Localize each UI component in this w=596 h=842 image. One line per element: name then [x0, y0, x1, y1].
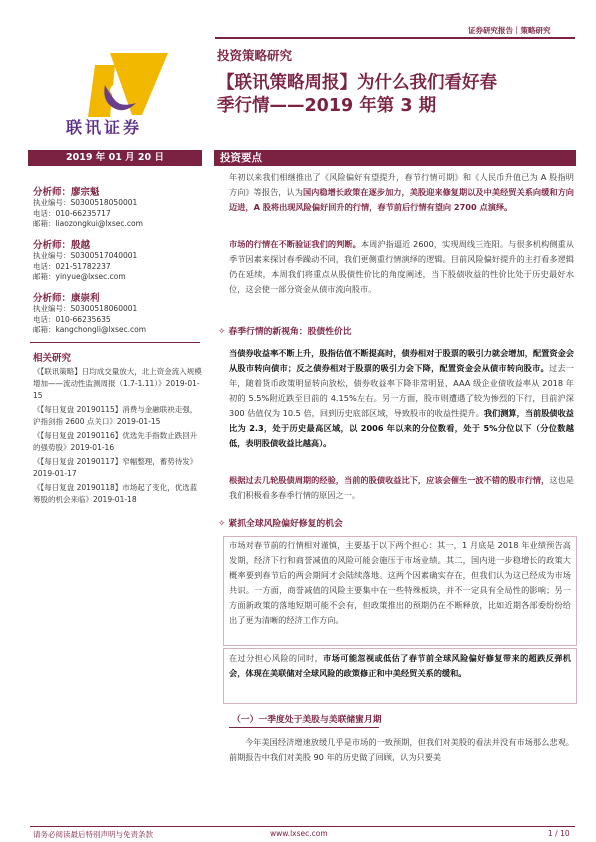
footer-website[interactable]: www.lxsec.com — [270, 829, 328, 838]
paragraph-us-economy: 今年美国经济增速放缓几乎是市场的一致预期，但我们对美股的看法并没有市场那么悲观。前期报告中我们对美股 90 年的历史做了回顾，认为只要美 — [229, 737, 574, 762]
report-type-tag: 证券研究报告｜策略研究 — [468, 26, 551, 35]
analyst-name: 分析师：康崇利 — [33, 293, 100, 304]
opportunity-bold: 市场可能忽视或低估了春节前全球风险偏好修复带来的超跌反弹机会，体现在美联储对全球风险的政策修正和中美经贸关系的缓和。 — [229, 653, 571, 678]
stock-bond-conclusion: 我们测算，当前股债收益比为 2.3，处于历史最高区域，以 2006 年以来的分位数看，处于 5%分位以下（分位数越低，表明股债收益比越高）。 — [229, 408, 574, 448]
intro-text: 年初以来我们相继推出了《风险偏好有望提升，春节行情可期》和《人民币升值已为 A 股指明方向》等报告，认为 — [229, 172, 574, 197]
paragraph-opportunity — [229, 651, 571, 681]
subsection-rule — [229, 727, 379, 728]
analyst-name: 分析师：殷越 — [33, 240, 91, 251]
validation-text: 本周沪指逼近 2600，实现周线三连阳。与很多机构侧重从季节因素来探讨春季躁动不同，我们更侧重行情演绎的逻辑。目前风险偏好提升的主打看多逻辑仍在延续，本周我们将重点从股债性价比的角度阐述，当下股债收益的性价比处于历史最好水位，这会使一部分资金从债市流向股市。 — [229, 239, 574, 294]
analyst-license: 执业编号：S0300518060001 — [33, 304, 138, 313]
key-points-bar — [214, 150, 576, 166]
footer-disclaimer: 请务必阅读最后特别声明与免责条款 — [33, 830, 153, 839]
title-line-2: 季行情——2019 年第 3 期 — [217, 96, 437, 116]
analyst-phone: 电话：010-66235717 — [33, 208, 111, 218]
page-number: 1 / 10 — [548, 829, 570, 838]
analyst-license: 执业编号：S0300517040001 — [33, 251, 138, 260]
paragraph-history — [229, 473, 574, 503]
intro-highlight: 国内稳增长政策在逐步加力，美股迎来修复期以及中美经贸关系向缓和方向迈进，A 股将出现风险偏好回升的行情，春节前后行情有望向 2700 点演绎。 — [229, 187, 574, 212]
report-title — [217, 72, 582, 118]
title-line-1: 【联讯策略周报】为什么我们看好春 — [217, 73, 497, 93]
section-heading-risk-appetite: ✧ 紧抓全球风险偏好修复的机会 — [218, 519, 343, 529]
header-rule — [215, 37, 575, 39]
analyst-email[interactable]: 邮箱：liaozongkui@lxsec.com — [33, 219, 143, 228]
paragraph-stock-bond — [229, 346, 574, 451]
validation-highlight: 市场的行情在不断验证我们的判断。 — [229, 239, 361, 249]
opportunity-text: 在过分担心风险的同时， — [229, 653, 324, 663]
related-research-list — [33, 366, 203, 506]
history-text: 这也是我们积极看多春季行情的原因之一。 — [229, 475, 574, 500]
analyst-block-1 — [33, 184, 203, 230]
related-item[interactable]: 《【每日复盘 20190117】窄幅整理，蓄势待发》2019-01-17 — [33, 457, 198, 478]
analyst-license: 执业编号：S0300518050001 — [33, 198, 138, 207]
subsection-heading: （一）一季度处于美股与美联储蜜月期 — [232, 715, 382, 725]
paragraph-concerns: 市场对春节前的行情相对谨慎，主要基于以下两个担心：其一，1 月底是 2018 年业绩预告高发期，经济下行和商誉减值的风险可能会施压于市场业绩。其二，国内进一步稳增长的政策大概率要到春节后的两会期间才会陆续落地。这两个因素确实存在，但我们认为这已经成为市场共识。一方面，商誉减值的风险主要集中在一些特殊板块，并不一定具有全局性的影响；另一方面新政策的落地短期可能不会有，但政策推出的预期仍在不断释放，比如近期各部委纷纷给出了更为清晰的经济工作方向。 — [229, 540, 571, 625]
company-logo — [60, 45, 200, 145]
analyst-block-2 — [33, 237, 203, 283]
paragraph-market-validation — [229, 237, 574, 297]
report-series: 投资策略研究 — [217, 48, 293, 63]
report-date: 2019 年 01 月 20 日 — [28, 150, 202, 166]
related-divider — [30, 342, 200, 343]
paragraph-intro — [229, 170, 574, 215]
section-heading-stock-bond: ✧ 春季行情的新视角：股债性价比 — [218, 327, 352, 337]
logo-text: 联讯证券 — [66, 118, 143, 137]
stock-bond-lead: 当债券收益率不断上升，股指估值不断提高时，债券相对于股票的吸引力就会增加，配置资金会从股市转向债市；反之债券相对于股票的吸引力会下降，配置资金会从债市转向股市。 — [229, 348, 574, 373]
analyst-phone: 电话：021-51782237 — [33, 261, 111, 271]
related-item[interactable]: 《【每日复盘 20190116】优选先手指数止跌回升的强势股》2019-01-16 — [33, 431, 198, 452]
stock-bond-text: 过去一年，随着货币政策明显转向放松，债券收益率下降非常明显，AAA 级企业债收益率从 2018 年初的 5.5%附近跌至目前的 4.15%左右。另一方面，股市则遭遇了较为惨烈的下行，目前沪深 300 估值仅为 10.5 倍，回到历史底部区域，导致股市的收益性提升。 — [229, 363, 574, 418]
key-points-heading: 投资要点 — [220, 152, 262, 164]
related-research-heading: 相关研究 — [33, 353, 72, 364]
analyst-email[interactable]: 邮箱：yinyue@lxsec.com — [33, 272, 126, 281]
analyst-name: 分析师：廖宗魁 — [33, 187, 100, 198]
footer-rule — [30, 826, 575, 827]
analyst-phone: 电话：010-66235635 — [33, 314, 111, 324]
history-highlight: 根据过去几轮股债周期的经验，当前的股债收益比下，应该会催生一波不错的股市行情， — [229, 475, 550, 485]
related-item[interactable]: 《【每日复盘 20190118】市场起了变化，优选蓝筹股的机会来临》2019-01-18 — [33, 483, 198, 504]
related-item[interactable]: 《【每日复盘 20190115】消费与金融联袂走强，沪指剑指 2600 点关口》2019-01-15 — [33, 405, 198, 426]
related-item[interactable]: 《【联讯策略】日均成交量放大，北上资金流入规模增加——流动性监测周报（1.7-1.11）》2019-01-15 — [33, 367, 202, 400]
analyst-block-3 — [33, 290, 203, 336]
analyst-email[interactable]: 邮箱：kangchongli@lxsec.com — [33, 325, 147, 334]
